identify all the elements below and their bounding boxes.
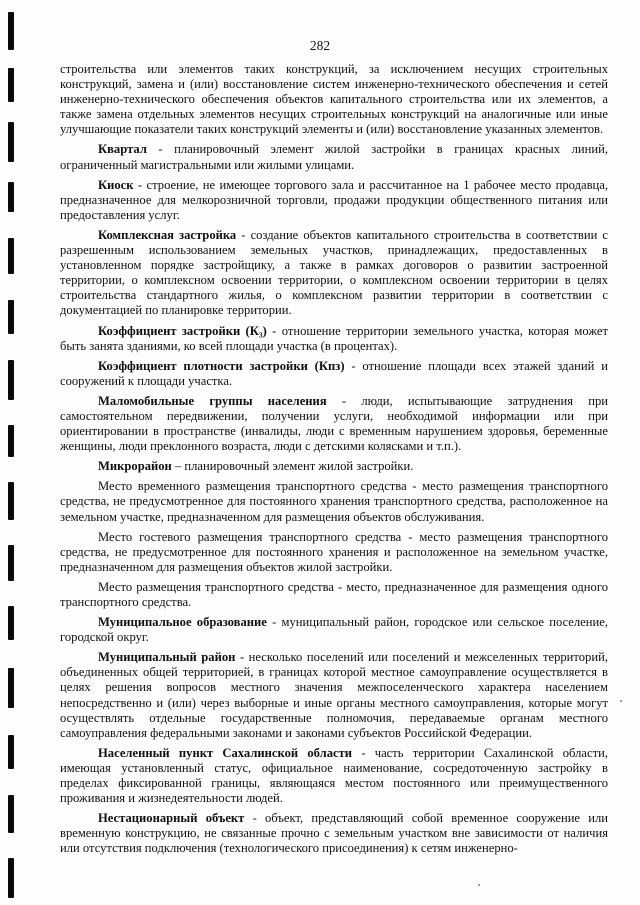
definition-text: - люди, испытывающие затруднения при самостоятельном передвижении, получении услуги, необходимой информации или при ориентировании в пространстве (инвалиды, люди с временным нарушением здоровья, беременные женщины, люди преклонного возраста, люди с детскими колясками и т.п.). xyxy=(60,393,608,454)
definition-text: Место временного размещения транспортного средства - место размещения транспортного средства, не предусмотренное для постоянного хранения транспортного средства, расположенное на земельном участке, предназначенном для размещения объектов обслуживания. xyxy=(60,479,608,524)
page-number: 282 xyxy=(309,38,331,53)
definition-text: - муниципальный район, городское или сельское поселение, городской округ. xyxy=(60,615,608,645)
defined-term: Муниципальное образование xyxy=(98,615,267,630)
binder-mark xyxy=(8,545,14,581)
definition-paragraph xyxy=(60,479,608,524)
definition-text: - часть территории Сахалинской области, имеющая установленный статус, официальное наименование, сосредоточенную застройку в пределах фиксированной границы, являющаяся местом постоянного или преимущественного проживания и жизнедеятельности людей. xyxy=(60,745,608,806)
definition-text: - объект, представляющий собой временное сооружение или временную конструкцию, не связанные прочно с земельным участком вне зависимости от наличия или отсутствия подключения (технологического присоединения) к сетям инженерно- xyxy=(60,811,608,856)
binder-hole-marks xyxy=(8,0,16,905)
binder-mark xyxy=(8,482,14,520)
binder-mark xyxy=(8,300,14,334)
defined-term: Комплексная застройка xyxy=(98,227,237,242)
scan-speck xyxy=(478,884,480,886)
definition-paragraph xyxy=(60,178,608,223)
definition-paragraph xyxy=(60,394,608,454)
defined-term: Нестационарный объект xyxy=(98,811,245,826)
definition-paragraph xyxy=(60,615,608,645)
definition-text: - создание объектов капитального строительства в соответствии с разрешенным использованием земельных участков, принадлежащих, предоставленных в установленном порядке застройщику, а также в рамках договоров о развитии застроенной территории, о комплексном освоении территории, о комплексном освоении территории в целях строительства стандартного жилья, о комплексном развитии территории в соответствии с документацией по планировке территории. xyxy=(60,227,608,318)
definition-text: - строение, не имеющее торгового зала и рассчитанное на 1 рабочее место продавца, предназначенное для мелкорозничной торговли, продажи продукции общественного питания или предоставления услуг. xyxy=(60,177,608,222)
defined-term: Квартал xyxy=(98,142,147,157)
binder-mark xyxy=(8,182,14,212)
definition-paragraph xyxy=(60,142,608,172)
scan-speck xyxy=(620,700,622,702)
defined-term: Маломобильные группы населения xyxy=(98,393,327,408)
definition-paragraph xyxy=(60,530,608,575)
definition-paragraph xyxy=(60,650,608,741)
binder-mark xyxy=(8,606,14,640)
binder-mark xyxy=(8,795,14,833)
binder-mark xyxy=(8,238,14,274)
binder-mark xyxy=(8,68,14,102)
defined-term: Коэффициент плотности застройки (Кпз) xyxy=(98,358,345,373)
binder-mark xyxy=(8,425,14,457)
definition-paragraph xyxy=(60,359,608,389)
definition-paragraph xyxy=(60,228,608,319)
defined-term: Киоск xyxy=(98,177,134,192)
binder-mark xyxy=(8,858,14,898)
definition-text: - несколько поселений или поселений и межселенных территорий, объединенных общей территорией, в границах которой местное самоуправление осуществляется в целях решения вопросов местного значения межпоселенческого характера населением непосредственно и (или) через выборные и иные органы местного самоуправления, которые могут осуществлять отдельные государственные полномочия, передаваемые органам местного самоуправления федеральными законами и законами субъектов Российской Федерации. xyxy=(60,650,608,740)
definition-text: Место размещения транспортного средства - место, предназначенное для размещения одного транспортного средства. xyxy=(60,579,608,609)
definition-text: - отношение площади всех этажей зданий и сооружений к площади участка. xyxy=(60,358,608,388)
definition-text: - планировочный элемент жилой застройки в границах красных линий, ограниченный магистральными или жилыми улицами. xyxy=(60,142,608,172)
definition-paragraph xyxy=(60,580,608,610)
binder-mark xyxy=(8,735,14,769)
binder-mark xyxy=(8,360,14,400)
defined-term: Муниципальный район xyxy=(98,650,236,665)
definition-paragraph xyxy=(60,459,608,474)
definition-paragraph xyxy=(60,811,608,856)
definition-text: - отношение территории земельного участка, которая может быть занята зданиями, ко всей площади участка (в процентах). xyxy=(60,323,609,353)
binder-mark xyxy=(8,122,14,162)
definition-text: Место гостевого размещения транспортного средства - место размещения транспортного средства, не предусмотренное для постоянного хранения и расположенное на земельном участке, предназначенном для размещения объектов жилой застройки. xyxy=(60,529,608,574)
definition-text: – планировочный элемент жилой застройки. xyxy=(171,459,414,474)
defined-term: Микрорайон xyxy=(98,459,172,474)
defined-term: Коэффициент застройки (К₃) xyxy=(98,323,267,338)
defined-term: Населенный пункт Сахалинской области xyxy=(98,745,353,760)
definition-paragraph xyxy=(60,746,608,806)
binder-mark xyxy=(8,668,14,708)
definition-paragraph xyxy=(60,324,608,354)
definition-paragraph xyxy=(60,62,608,137)
document-body xyxy=(60,62,608,862)
definition-text: строительства или элементов таких конструкций, за исключением несущих строительных конструкций, замена и (или) восстановление систем инженерно-технического обеспечения и сетей инженерно-технического обеспечения объектов капитального строительства или их элементов, а также замена отдельных элементов несущих строительных конструкций на аналогичные или иные улучшающие показатели таких конструкций элементы и (или) восстановление указанных элементов. xyxy=(60,62,608,137)
